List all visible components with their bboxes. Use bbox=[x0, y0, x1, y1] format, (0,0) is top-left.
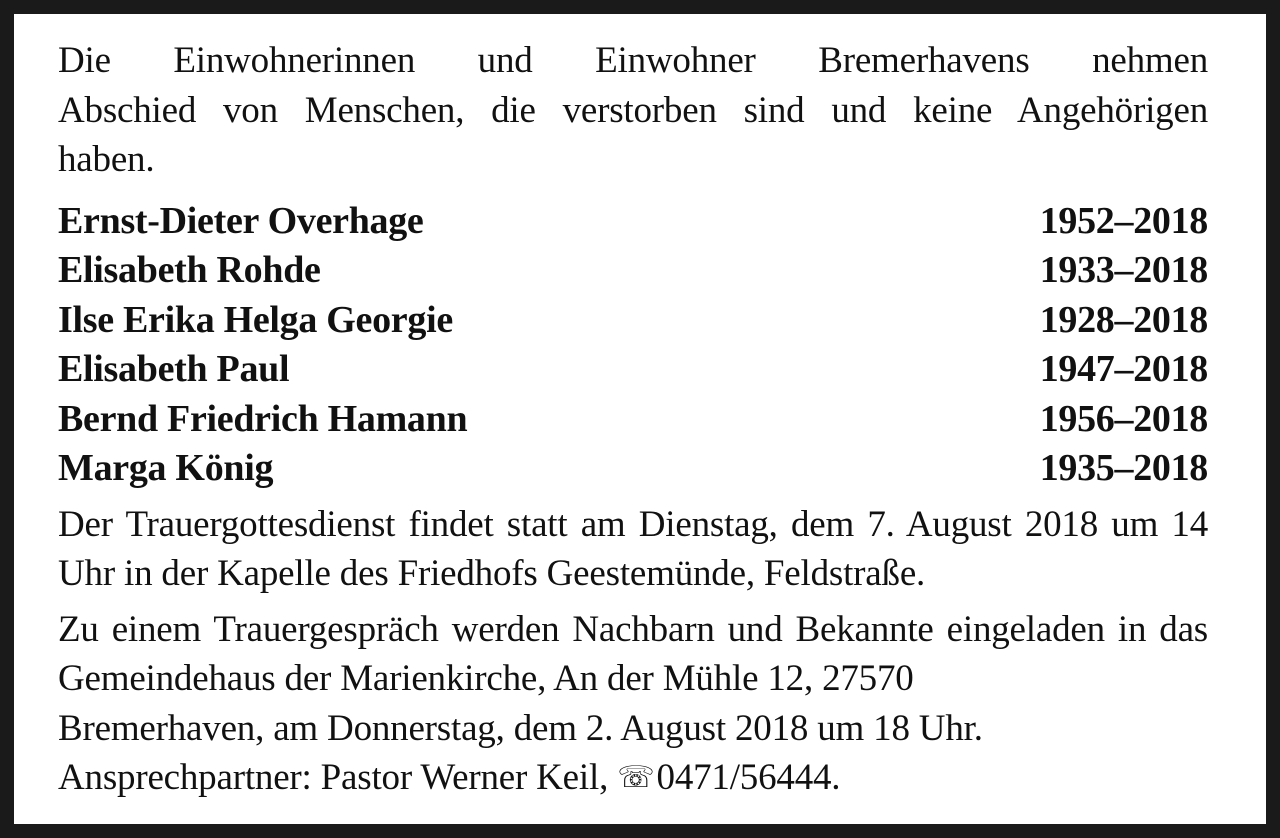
deceased-years: 1928–2018 bbox=[1039, 298, 1208, 341]
deceased-name: Elisabeth Paul bbox=[58, 348, 290, 390]
deceased-row bbox=[58, 296, 1208, 346]
deceased-years: 1933–2018 bbox=[1039, 249, 1208, 291]
service-paragraph bbox=[58, 500, 1208, 599]
intro-line-1: Die Einwohnerinnen und Einwohner Bremerhavens nehmen bbox=[58, 40, 1208, 81]
deceased-row bbox=[58, 444, 1208, 494]
gathering-line-3: Bremerhaven, am Donnerstag, dem 2. August 2018 um 18 Uhr. bbox=[58, 707, 983, 749]
gathering-line-1: Zu einem Trauergespräch werden Nachbarn und Bekannte eingeladen bbox=[58, 608, 1105, 650]
deceased-name: Marga König bbox=[58, 447, 274, 489]
service-line-1: Der Trauergottesdienst findet statt am Dienstag, dem 7. August 2018 bbox=[58, 503, 1099, 545]
intro-line-2: Abschied von Menschen, die verstorben sind und keine Angehörigen bbox=[58, 89, 1208, 131]
deceased-row bbox=[58, 197, 1208, 247]
intro-paragraph bbox=[58, 36, 1208, 185]
deceased-name: Ilse Erika Helga Georgie bbox=[58, 298, 453, 341]
phone-number: 0471/56444. bbox=[656, 757, 841, 798]
intro-line-3: haben. bbox=[58, 139, 155, 180]
telephone-icon: ☏ bbox=[617, 760, 655, 795]
deceased-row bbox=[58, 345, 1208, 395]
deceased-row bbox=[58, 246, 1208, 296]
deceased-name: Elisabeth Rohde bbox=[58, 249, 321, 291]
deceased-name: Bernd Friedrich Hamann bbox=[58, 397, 468, 440]
deceased-years: 1956–2018 bbox=[1039, 397, 1208, 440]
contact-label: Ansprechpartner: Pastor Werner Keil, bbox=[58, 757, 609, 798]
deceased-years: 1952–2018 bbox=[1039, 199, 1208, 242]
obituary-notice bbox=[14, 14, 1266, 824]
gathering-paragraph bbox=[58, 605, 1208, 803]
deceased-row bbox=[58, 395, 1208, 445]
deceased-years: 1947–2018 bbox=[1039, 348, 1208, 390]
contact-line bbox=[58, 757, 840, 798]
deceased-name: Ernst-Dieter Overhage bbox=[58, 199, 424, 242]
gathering-line-2: in das Gemeindehaus der Marienkirche, An der Mühle 12, 27570 bbox=[58, 608, 1208, 699]
deceased-years: 1935–2018 bbox=[1039, 447, 1208, 489]
service-line-2: um 14 Uhr in der Kapelle des Friedhofs Geestemünde, Feldstraße. bbox=[58, 503, 1208, 594]
deceased-list bbox=[58, 197, 1208, 494]
